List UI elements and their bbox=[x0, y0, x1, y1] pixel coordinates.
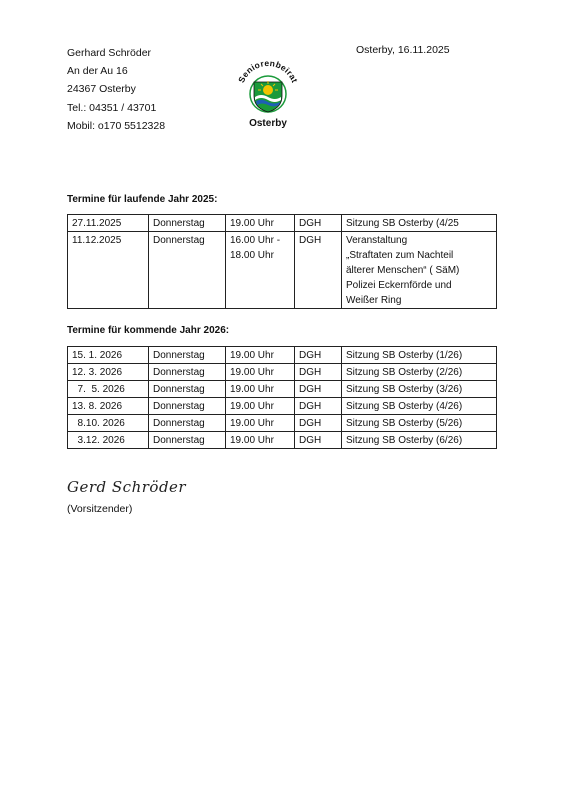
table-row bbox=[68, 215, 497, 232]
cell-day: Donnerstag bbox=[149, 215, 226, 232]
time-line: 18.00 Uhr bbox=[230, 250, 274, 261]
cell-place: DGH bbox=[295, 381, 342, 398]
event-line: Weißer Ring bbox=[346, 295, 402, 306]
cell-place: DGH bbox=[295, 215, 342, 232]
cell-date: 27.11.2025 bbox=[68, 215, 149, 232]
event-line: „Straftaten zum Nachteil bbox=[346, 250, 454, 261]
cell-day: Donnerstag bbox=[149, 232, 226, 309]
table-row bbox=[68, 415, 497, 432]
cell-event: Sitzung SB Osterby (3/26) bbox=[342, 381, 497, 398]
logo-top-text: Seniorenbeirat bbox=[236, 57, 300, 85]
cell-time: 19.00 Uhr bbox=[226, 415, 295, 432]
cell-time: 19.00 Uhr bbox=[226, 364, 295, 381]
cell-date: 3.12. 2026 bbox=[68, 432, 149, 449]
cell-place: DGH bbox=[295, 398, 342, 415]
signer-role: (Vorsitzender) bbox=[67, 503, 133, 515]
event-line: Veranstaltung bbox=[346, 235, 408, 246]
cell-day: Donnerstag bbox=[149, 432, 226, 449]
cell-time: 19.00 Uhr bbox=[226, 432, 295, 449]
sender-address bbox=[67, 44, 165, 135]
cell-place: DGH bbox=[295, 432, 342, 449]
cell-day: Donnerstag bbox=[149, 347, 226, 364]
cell-date: 7. 5. 2026 bbox=[68, 381, 149, 398]
table-row bbox=[68, 432, 497, 449]
cell-date: 11.12.2025 bbox=[68, 232, 149, 309]
table-row bbox=[68, 347, 497, 364]
table-row bbox=[68, 364, 497, 381]
event-line: älterer Menschen“ ( SäM) bbox=[346, 265, 460, 276]
logo-bottom-text: Osterby bbox=[249, 118, 287, 128]
time-line: 16.00 Uhr - bbox=[230, 235, 281, 246]
cell-event: Sitzung SB Osterby (4/25 bbox=[342, 215, 497, 232]
heading-2025: Termine für laufende Jahr 2025: bbox=[67, 194, 218, 205]
cell-event: Sitzung SB Osterby (4/26) bbox=[342, 398, 497, 415]
table-2026 bbox=[67, 346, 497, 449]
heading-2026: Termine für kommende Jahr 2026: bbox=[67, 325, 230, 336]
cell-event: Sitzung SB Osterby (2/26) bbox=[342, 364, 497, 381]
cell-event: Sitzung SB Osterby (6/26) bbox=[342, 432, 497, 449]
sender-phone: Tel.: 04351 / 43701 bbox=[67, 101, 157, 114]
cell-place: DGH bbox=[295, 232, 342, 309]
cell-event: Sitzung SB Osterby (5/26) bbox=[342, 415, 497, 432]
cell-event bbox=[342, 232, 497, 309]
cell-time: 19.00 Uhr bbox=[226, 398, 295, 415]
cell-date: 12. 3. 2026 bbox=[68, 364, 149, 381]
table-row bbox=[68, 232, 497, 309]
cell-place: DGH bbox=[295, 347, 342, 364]
cell-day: Donnerstag bbox=[149, 364, 226, 381]
cell-event: Sitzung SB Osterby (1/26) bbox=[342, 347, 497, 364]
cell-place: DGH bbox=[295, 364, 342, 381]
sender-mobile: Mobil: o170 5512328 bbox=[67, 119, 166, 132]
cell-time: 19.00 Uhr bbox=[226, 215, 295, 232]
table-2025 bbox=[67, 214, 497, 309]
cell-time: 19.00 Uhr bbox=[226, 381, 295, 398]
table-row bbox=[68, 381, 497, 398]
cell-date: 13. 8. 2026 bbox=[68, 398, 149, 415]
sender-name: Gerhard Schröder bbox=[67, 47, 152, 59]
place-date: Osterby, 16.11.2025 bbox=[356, 44, 450, 56]
cell-day: Donnerstag bbox=[149, 398, 226, 415]
seniorenbeirat-logo bbox=[236, 52, 300, 128]
cell-day: Donnerstag bbox=[149, 381, 226, 398]
cell-place: DGH bbox=[295, 415, 342, 432]
handwritten-signature: Gerd Schröder bbox=[67, 478, 187, 496]
cell-day: Donnerstag bbox=[149, 415, 226, 432]
sender-street: An der Au 16 bbox=[67, 65, 128, 78]
cell-date: 15. 1. 2026 bbox=[68, 347, 149, 364]
cell-time bbox=[226, 232, 295, 309]
table-row bbox=[68, 398, 497, 415]
cell-date: 8.10. 2026 bbox=[68, 415, 149, 432]
event-line: Polizei Eckernförde und bbox=[346, 280, 452, 291]
sender-city: 24367 Osterby bbox=[67, 83, 136, 96]
cell-time: 19.00 Uhr bbox=[226, 347, 295, 364]
